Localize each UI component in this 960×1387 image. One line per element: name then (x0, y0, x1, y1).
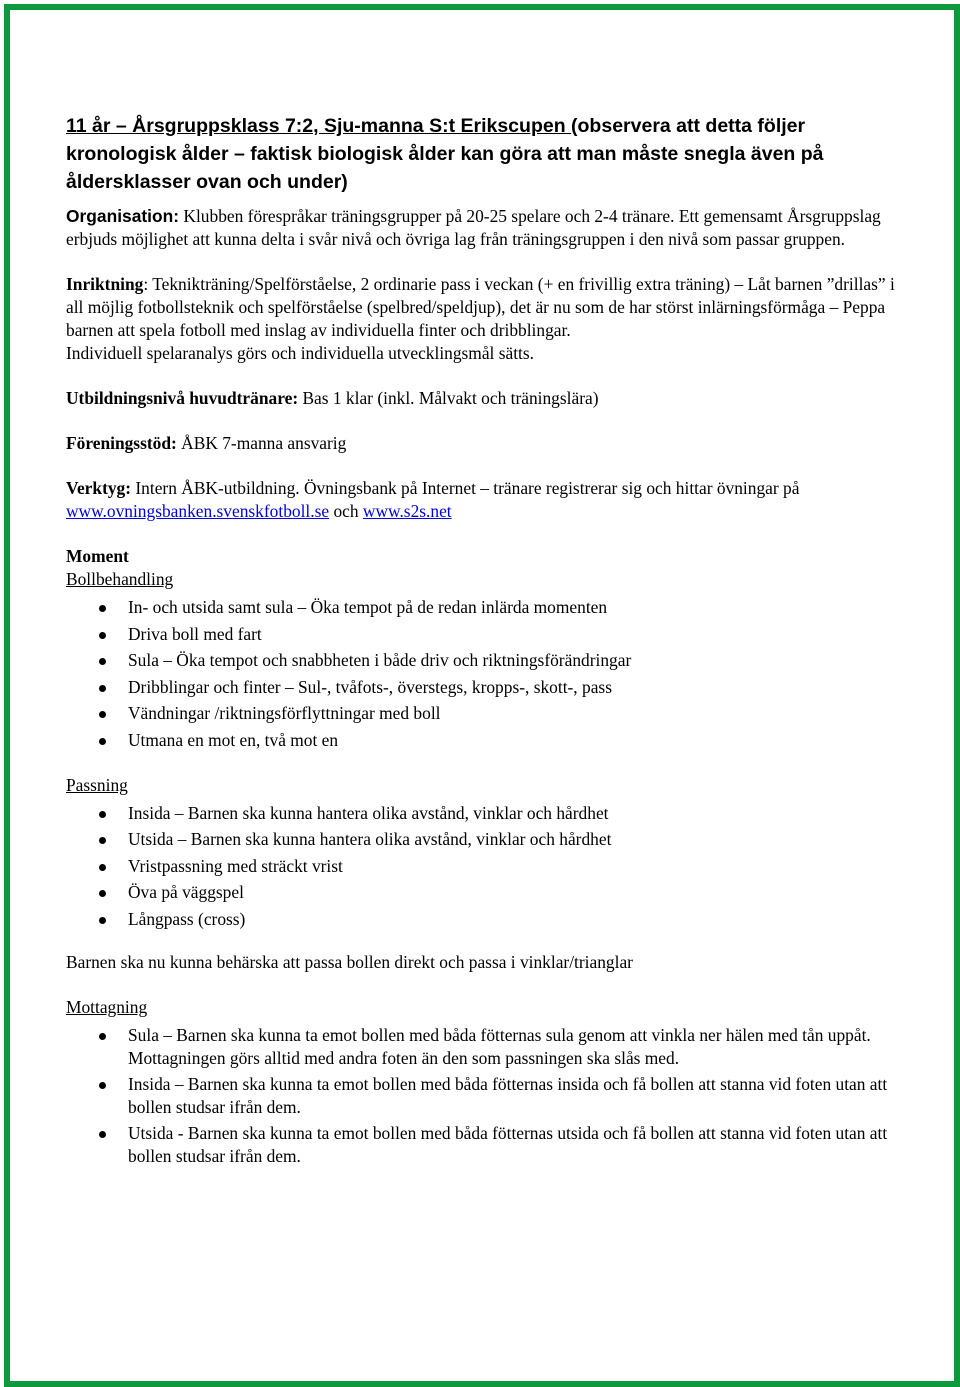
s2s-link[interactable]: www.s2s.net (362, 501, 452, 521)
title-underlined: 11 år – Årsgruppsklass 7:2, Sju-manna S:t Erikscupen (66, 115, 572, 137)
list-item: Insida – Barnen ska kunna hantera olika avstånd, vinklar och hårdhet (66, 802, 896, 825)
organisation-text: Klubben förespråkar träningsgrupper på 20-25 spelare och 2-4 tränare. Ett gemensamt Årsgruppslag erbjuds möjlighet att kunna delta i svår nivå och övriga lag från träningsgruppen i den nivå som passar gruppen. (66, 206, 881, 249)
bullet-icon (99, 864, 106, 871)
passning-heading: Passning (66, 774, 128, 795)
verktyg-paragraph (66, 477, 896, 523)
utbildning-paragraph (66, 387, 896, 410)
inriktning-text: : Teknikträning/Spelförståelse, 2 ordinarie pass i veckan (+ en frivillig extra träning) – Låt barnen ”drillas” i all möjlig fotbollsteknik och spelförståelse (spelbred/speldjup), det är nu som de har störst inlärningsförmåga – Peppa barnen att spela fotboll med inslag av individuella finter och dribblingar. (66, 274, 895, 340)
bullet-icon (99, 890, 106, 897)
list-item: In- och utsida samt sula – Öka tempot på de redan inlärda momenten (66, 596, 896, 619)
bullet-icon (99, 658, 106, 665)
bullet-icon (99, 605, 106, 612)
inriktning-paragraph (66, 273, 896, 342)
list-item: Utmana en mot en, två mot en (66, 729, 896, 752)
list-item: Sula – Barnen ska kunna ta emot bollen med båda fötternas sula genom att vinkla ner hälen med tån uppåt. Mottagningen görs alltid med andra foten än den som passningen ska slås med. (66, 1024, 896, 1070)
utbildning-label: Utbildningsnivå huvudtränare: (66, 388, 299, 408)
verktyg-text: Intern ÅBK-utbildning. Övningsbank på Internet – tränare registrerar sig och hittar övningar på (131, 478, 800, 498)
list-item: Utsida - Barnen ska kunna ta emot bollen med båda fötternas utsida och få bollen att stanna vid foten utan att bollen studsar ifrån dem. (66, 1122, 896, 1168)
list-item: Öva på väggspel (66, 881, 896, 904)
list-item: Driva boll med fart (66, 623, 896, 646)
list-item: Sula – Öka tempot och snabbheten i både driv och riktningsförändringar (66, 649, 896, 672)
title-rest: (observera att detta följer kronologisk ålder – faktisk biologisk ålder kan göra att man måste snegla även på åldersklasser ovan och under) (66, 115, 824, 193)
list-item: Långpass (cross) (66, 908, 896, 931)
verktyg-label: Verktyg: (66, 478, 132, 498)
inriktning-extra: Individuell spelaranalys görs och individuella utvecklingsmål sätts. (66, 343, 535, 363)
foreningsstod-paragraph (66, 432, 896, 455)
mottagning-list (66, 1024, 896, 1168)
mottagning-heading: Mottagning (66, 996, 148, 1017)
moment-heading: Moment (66, 546, 129, 566)
list-item: Utsida – Barnen ska kunna hantera olika avstånd, vinklar och hårdhet (66, 828, 896, 851)
bullet-icon (99, 738, 106, 745)
bullet-icon (99, 711, 106, 718)
bollbehandling-list (66, 596, 896, 752)
bullet-icon (99, 1082, 106, 1089)
passning-after: Barnen ska nu kunna behärska att passa bollen direkt och passa i vinklar/trianglar (66, 951, 633, 972)
organisation-paragraph (66, 205, 896, 251)
organisation-label: Organisation: (66, 206, 180, 226)
bullet-icon (99, 837, 106, 844)
utbildning-text: Bas 1 klar (inkl. Målvakt och träningslära) (298, 388, 599, 408)
passning-list (66, 802, 896, 931)
list-item: Dribblingar och finter – Sul-, tvåfots-, överstegs, kropps-, skott-, pass (66, 676, 896, 699)
list-item: Vändningar /riktningsförflyttningar med boll (66, 702, 896, 725)
document-title (66, 112, 896, 196)
list-item: Vristpassning med sträckt vrist (66, 855, 896, 878)
foreningsstod-text: ÅBK 7-manna ansvarig (176, 433, 347, 453)
list-item: Insida – Barnen ska kunna ta emot bollen med båda fötternas insida och få bollen att stanna vid foten utan att bollen studsar ifrån dem. (66, 1073, 896, 1119)
bullet-icon (99, 685, 106, 692)
foreningsstod-label: Föreningsstöd: (66, 433, 177, 453)
document-body (66, 112, 896, 1168)
bullet-icon (99, 811, 106, 818)
verktyg-och: och (329, 501, 363, 521)
bollbehandling-heading: Bollbehandling (66, 569, 174, 589)
bullet-icon (99, 632, 106, 639)
bullet-icon (99, 1131, 106, 1138)
inriktning-label: Inriktning (66, 274, 144, 294)
bullet-icon (99, 917, 106, 924)
ovningsbanken-link[interactable]: www.ovningsbanken.svenskfotboll.se (66, 501, 330, 521)
bullet-icon (99, 1033, 106, 1040)
